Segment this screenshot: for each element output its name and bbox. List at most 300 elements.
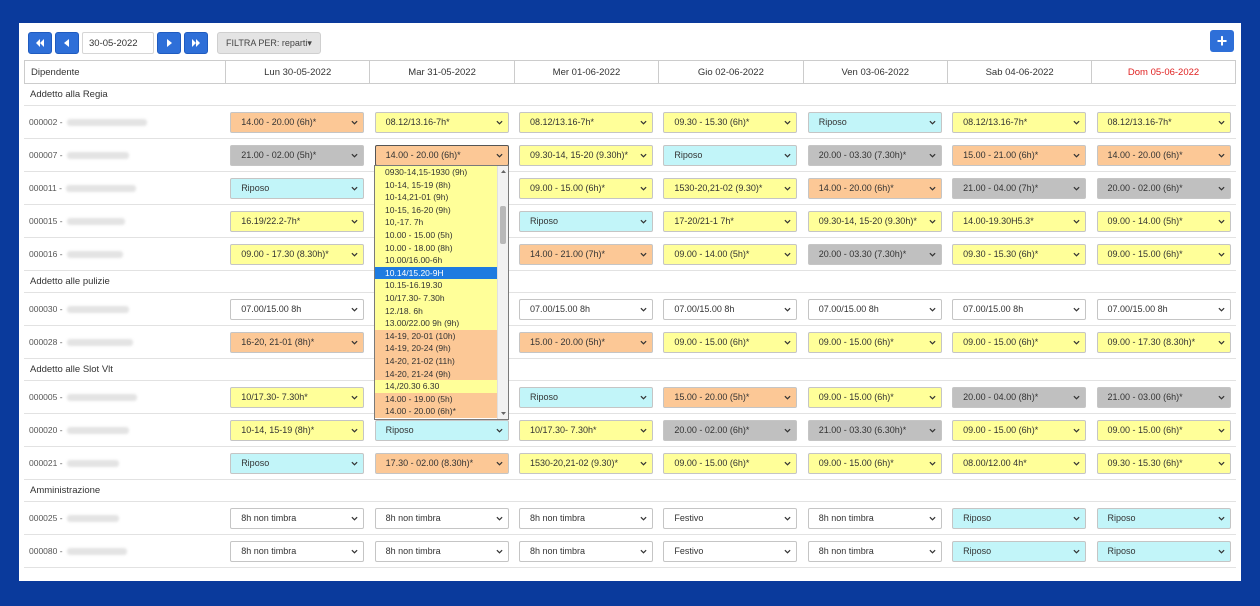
shift-value: 17-20/21-1 7h*	[674, 216, 734, 226]
shift-value: 09.30 - 15.30 (6h)*	[674, 117, 750, 127]
shift-select[interactable]	[952, 420, 1086, 441]
shift-cell	[947, 293, 1091, 325]
shift-select[interactable]	[230, 453, 364, 474]
shift-cell	[658, 326, 802, 358]
shift-select[interactable]	[230, 332, 364, 353]
last-week-button[interactable]	[184, 32, 208, 54]
chevron-down-icon	[784, 339, 791, 346]
shift-select[interactable]	[519, 387, 653, 408]
employee-name	[24, 381, 225, 413]
dropdown-option[interactable]: 10-15, 16-20 (9h)	[375, 204, 498, 217]
dropdown-option[interactable]: 10/17.30- 7.30h	[375, 292, 498, 305]
shift-value: 8h non timbra	[241, 513, 297, 523]
dropdown-option[interactable]: 13.00/22.00 9h (9h)	[375, 317, 498, 330]
employee-name	[24, 414, 225, 446]
blurred-name	[67, 460, 119, 467]
shift-value: Riposo	[818, 117, 847, 127]
shift-cell	[658, 106, 802, 138]
shift-select[interactable]	[375, 541, 509, 562]
shift-cell	[658, 172, 802, 204]
shift-cell	[514, 293, 658, 325]
shift-select[interactable]	[519, 541, 653, 562]
shift-select[interactable]	[808, 112, 942, 133]
dropdown-option[interactable]: 10.14/15.20-9H	[375, 267, 498, 280]
employee-id: 000005 -	[29, 392, 63, 402]
shift-cell	[514, 139, 658, 171]
shift-select[interactable]	[663, 541, 797, 562]
shift-value: 08.12/13.16-7h*	[385, 117, 450, 127]
shift-select[interactable]	[230, 211, 364, 232]
chevron-down-icon	[351, 515, 358, 522]
shift-cell	[225, 238, 369, 270]
shift-select[interactable]	[230, 178, 364, 199]
shift-value: Riposo	[529, 216, 558, 226]
shift-select[interactable]	[663, 453, 797, 474]
chevron-down-icon	[1218, 218, 1225, 225]
shift-select[interactable]	[519, 112, 653, 133]
shift-value: 8h non timbra	[818, 546, 874, 556]
shift-value: 07.00/15.00 8h	[963, 304, 1024, 314]
shift-cell	[803, 447, 947, 479]
section-title: Amministrazione	[24, 480, 1236, 502]
shift-value: 07.00/15.00 8h	[1107, 304, 1168, 314]
chevron-down-icon	[1218, 427, 1225, 434]
shift-select[interactable]	[519, 420, 653, 441]
shift-cell	[658, 139, 802, 171]
shift-select[interactable]	[663, 178, 797, 199]
shift-cell	[1091, 326, 1235, 358]
shift-value: 14.00 - 20.00 (6h)*	[241, 117, 317, 127]
shift-cell	[803, 139, 947, 171]
chevron-down-icon	[351, 548, 358, 555]
shift-value: 07.00/15.00 8h	[529, 304, 591, 314]
chevron-down-icon	[784, 460, 791, 467]
dropdown-option[interactable]: 14-20, 21-02 (11h)	[375, 355, 498, 368]
blurred-name	[66, 185, 136, 192]
dropdown-option[interactable]: 14-20, 21-24 (9h)	[375, 368, 498, 381]
shift-select[interactable]	[808, 332, 942, 353]
blurred-name	[67, 152, 129, 159]
shift-select[interactable]	[952, 387, 1086, 408]
shift-select[interactable]	[519, 145, 653, 166]
chevron-down-icon	[1218, 306, 1225, 313]
blurred-name	[67, 306, 129, 313]
dropdown-option[interactable]: 14.00 - 20.00 (6h)*	[375, 405, 498, 418]
table-row	[24, 502, 1236, 535]
shift-value: 20.00 - 03.30 (7.30h)*	[818, 249, 907, 259]
shift-select[interactable]	[663, 508, 797, 529]
shift-cell	[658, 381, 802, 413]
chevron-down-icon	[1073, 339, 1080, 346]
prev-week-button[interactable]	[55, 32, 79, 54]
header-day: Sab 04-06-2022	[947, 61, 1091, 83]
employee-id: 000015 -	[29, 216, 63, 226]
shift-select[interactable]	[230, 508, 364, 529]
shift-select[interactable]	[519, 299, 653, 320]
chevron-down-icon	[784, 394, 791, 401]
chevron-down-icon	[1073, 460, 1080, 467]
shift-value: 20.00 - 02.00 (6h)*	[674, 425, 750, 435]
shift-select[interactable]	[375, 420, 509, 441]
chevron-down-icon	[784, 427, 791, 434]
blurred-name	[67, 119, 147, 126]
shift-cell	[225, 414, 369, 446]
chevron-down-icon	[496, 548, 503, 555]
chevron-down-icon	[1073, 394, 1080, 401]
chevron-down-icon	[351, 152, 358, 159]
shift-select[interactable]	[230, 299, 364, 320]
blurred-name	[67, 339, 133, 346]
employee-id: 000025 -	[29, 513, 63, 523]
chevron-down-icon	[640, 152, 647, 159]
shift-value: Riposo	[529, 392, 558, 402]
shift-select[interactable]	[519, 508, 653, 529]
table-row	[24, 447, 1236, 480]
dropdown-option[interactable]: 10.00 - 15.00 (5h)	[375, 229, 498, 242]
shift-cell	[514, 502, 658, 534]
chevron-down-icon	[1073, 251, 1080, 258]
employee-name	[24, 106, 225, 138]
shift-cell	[1091, 381, 1235, 413]
shift-value: 10/17.30- 7.30h*	[529, 425, 597, 435]
chevron-down-icon	[1218, 152, 1225, 159]
shift-select[interactable]	[808, 145, 942, 166]
shift-select[interactable]	[375, 508, 509, 529]
chevron-down-icon	[929, 548, 936, 555]
shift-select[interactable]	[952, 332, 1086, 353]
shift-cell	[1091, 447, 1235, 479]
shift-select[interactable]	[952, 299, 1086, 320]
shift-cell	[225, 205, 369, 237]
shift-select[interactable]	[663, 387, 797, 408]
shift-select[interactable]	[1097, 145, 1231, 166]
employee-id: 000021 -	[29, 458, 63, 468]
chevron-down-icon	[640, 185, 647, 192]
dropdown-option[interactable]: 0930-14,15-1930 (9h)	[375, 166, 498, 179]
chevron-down-icon	[1073, 119, 1080, 126]
chevron-down-icon	[640, 251, 647, 258]
shift-select[interactable]	[1097, 332, 1231, 353]
header-day: Dom 05-06-2022	[1091, 61, 1235, 83]
shift-select[interactable]	[952, 453, 1086, 474]
shift-select[interactable]	[663, 244, 797, 265]
shift-cell	[514, 326, 658, 358]
blurred-name	[67, 218, 125, 225]
chevron-down-icon	[1218, 515, 1225, 522]
shift-value: 15.00 - 21.00 (6h)*	[963, 150, 1039, 160]
shift-value: 09.00 - 15.00 (6h)*	[818, 337, 894, 347]
shift-cell	[947, 238, 1091, 270]
shift-select[interactable]	[1097, 541, 1231, 562]
chevron-down-icon	[351, 427, 358, 434]
shift-value: Riposo	[241, 183, 270, 193]
dropdown-option[interactable]: 14.00 - 19.00 (5h)	[375, 393, 498, 406]
chevron-down-icon	[1218, 548, 1225, 555]
employee-name	[24, 326, 225, 358]
blurred-name	[67, 394, 137, 401]
chevron-down-icon	[1218, 251, 1225, 258]
shift-cell	[658, 447, 802, 479]
shift-select[interactable]	[519, 211, 653, 232]
double-chevron-right-icon	[191, 38, 201, 48]
shift-select[interactable]	[808, 508, 942, 529]
scrollbar-thumb[interactable]	[500, 206, 506, 244]
table-row	[24, 293, 1236, 326]
chevron-down-icon	[351, 119, 358, 126]
shift-value: 21.00 - 03.30 (6.30h)*	[818, 425, 907, 435]
shift-cell	[947, 139, 1091, 171]
shift-cell	[803, 381, 947, 413]
chevron-down-icon	[1073, 427, 1080, 434]
shift-value: 08.12/13.16-7h*	[963, 117, 1028, 127]
shift-select[interactable]	[375, 453, 509, 474]
shift-select[interactable]	[663, 112, 797, 133]
shift-select[interactable]	[808, 299, 942, 320]
shift-cell	[225, 447, 369, 479]
dropdown-option[interactable]: 12./18. 6h	[375, 305, 498, 318]
shift-select[interactable]	[519, 244, 653, 265]
shift-cell	[658, 293, 802, 325]
table-row	[24, 414, 1236, 447]
shift-select[interactable]	[663, 299, 797, 320]
chevron-down-icon	[1218, 460, 1225, 467]
chevron-down-icon	[496, 460, 503, 467]
shift-cell	[514, 447, 658, 479]
shift-value: 09.30-14, 15-20 (9.30h)*	[529, 150, 629, 160]
header-day: Mar 31-05-2022	[369, 61, 513, 83]
shift-value: 09.00 - 15.00 (6h)*	[674, 458, 750, 468]
chevron-down-icon	[784, 306, 791, 313]
chevron-down-icon	[640, 515, 647, 522]
shift-value: 09.30-14, 15-20 (9.30h)*	[818, 216, 917, 226]
shift-value: 1530-20,21-02 (9.30)*	[529, 458, 619, 468]
shift-cell	[225, 106, 369, 138]
chevron-down-icon	[784, 218, 791, 225]
shift-value: Riposo	[1107, 513, 1136, 523]
next-week-button[interactable]	[157, 32, 181, 54]
shift-select[interactable]	[952, 541, 1086, 562]
employee-name	[24, 139, 225, 171]
chevron-down-icon	[640, 548, 647, 555]
shift-value: Riposo	[241, 458, 270, 468]
shift-select[interactable]	[375, 145, 509, 166]
table-header	[24, 60, 1236, 84]
shift-value: 16-20, 21-01 (8h)*	[241, 337, 315, 347]
shift-value: Festivo	[674, 513, 704, 523]
shift-select[interactable]	[663, 211, 797, 232]
chevron-down-icon	[1073, 548, 1080, 555]
shift-select[interactable]	[808, 387, 942, 408]
shift-select[interactable]	[952, 211, 1086, 232]
dropdown-scrollbar[interactable]	[497, 166, 508, 419]
shift-select[interactable]	[808, 541, 942, 562]
shift-cell	[803, 293, 947, 325]
chevron-down-icon	[1073, 218, 1080, 225]
chevron-down-icon	[1218, 339, 1225, 346]
shift-value: 1530-20,21-02 (9.30)*	[674, 183, 763, 193]
chevron-left-icon	[63, 38, 71, 48]
shift-select[interactable]	[808, 178, 942, 199]
dropdown-option[interactable]: 10.15-16.19.30	[375, 279, 498, 292]
shift-select[interactable]	[1097, 211, 1231, 232]
section-title: Addetto alle pulizie	[24, 271, 1236, 293]
shift-select[interactable]	[663, 145, 797, 166]
table-row	[24, 381, 1236, 414]
date-input[interactable]: 30-05-2022	[82, 32, 154, 54]
shift-select[interactable]	[808, 211, 942, 232]
shift-select[interactable]	[808, 453, 942, 474]
shift-value: 14.00 - 20.00 (6h)*	[385, 150, 461, 160]
chevron-down-icon	[929, 427, 936, 434]
shift-select[interactable]	[230, 541, 364, 562]
first-week-button[interactable]	[28, 32, 52, 54]
blurred-name	[67, 548, 127, 555]
shift-select[interactable]	[519, 453, 653, 474]
shift-cell	[947, 502, 1091, 534]
shift-select[interactable]	[230, 112, 364, 133]
employee-id: 000028 -	[29, 337, 63, 347]
shift-cell	[225, 326, 369, 358]
employee-name	[24, 293, 225, 325]
shift-cell	[658, 502, 802, 534]
chevron-down-icon	[1073, 185, 1080, 192]
shift-select[interactable]	[952, 145, 1086, 166]
shift-value: 09.00 - 17.30 (8.30h)*	[241, 249, 329, 259]
dropdown-option[interactable]: 10.00/16.00-6h	[375, 254, 498, 267]
add-button[interactable]	[1210, 30, 1234, 52]
chevron-down-icon	[640, 339, 647, 346]
section-title: Addetto alle Slot Vlt	[24, 359, 1236, 381]
chevron-down-icon	[929, 460, 936, 467]
chevron-down-icon	[1218, 394, 1225, 401]
shift-select[interactable]	[808, 420, 942, 441]
chevron-down-icon	[784, 152, 791, 159]
shift-select[interactable]	[1097, 299, 1231, 320]
dropdown-option[interactable]: 14,/20.30 6.30	[375, 380, 498, 393]
dropdown-option[interactable]: 10-14,21-01 (9h)	[375, 191, 498, 204]
shift-select[interactable]	[952, 508, 1086, 529]
shift-value: 08.12/13.16-7h*	[1107, 117, 1172, 127]
shift-select[interactable]	[1097, 453, 1231, 474]
shift-cell	[947, 205, 1091, 237]
shift-cell	[947, 172, 1091, 204]
chevron-down-icon	[351, 306, 358, 313]
dropdown-option[interactable]: 14-19, 20-01 (10h)	[375, 330, 498, 343]
employee-id: 000020 -	[29, 425, 63, 435]
filter-button[interactable]: FILTRA PER: reparti▾	[217, 32, 321, 54]
dropdown-option[interactable]: 10-14, 15-19 (8h)	[375, 179, 498, 192]
shift-select[interactable]	[375, 112, 509, 133]
shift-cell	[947, 414, 1091, 446]
chevron-down-icon	[784, 185, 791, 192]
header-day: Lun 30-05-2022	[225, 61, 369, 83]
shift-cell	[225, 535, 369, 567]
employee-name	[24, 205, 225, 237]
chevron-down-icon	[640, 306, 647, 313]
dropdown-option[interactable]: 10,-17. 7h	[375, 216, 498, 229]
shift-select[interactable]	[808, 244, 942, 265]
shift-select[interactable]	[1097, 387, 1231, 408]
shift-select[interactable]	[519, 332, 653, 353]
chevron-down-icon	[640, 394, 647, 401]
chevron-down-icon	[929, 515, 936, 522]
shift-select[interactable]	[230, 145, 364, 166]
dropdown-option[interactable]: 14-19, 20-24 (9h)	[375, 342, 498, 355]
chevron-down-icon	[496, 515, 503, 522]
shift-cell	[658, 238, 802, 270]
shift-value: 09.30 - 15.30 (6h)*	[963, 249, 1039, 259]
shift-cell	[514, 106, 658, 138]
shift-dropdown-list[interactable]	[374, 165, 509, 420]
shift-select[interactable]	[1097, 244, 1231, 265]
shift-value: 09.30 - 15.30 (6h)*	[1107, 458, 1183, 468]
chevron-down-icon	[351, 339, 358, 346]
chevron-down-icon	[496, 119, 503, 126]
double-chevron-left-icon	[35, 38, 45, 48]
employee-id: 000011 -	[29, 183, 62, 193]
shift-select[interactable]	[952, 178, 1086, 199]
shift-cell	[1091, 293, 1235, 325]
shift-value: Festivo	[674, 546, 704, 556]
shift-select[interactable]	[663, 332, 797, 353]
shift-select[interactable]	[1097, 112, 1231, 133]
shift-value: 16.19/22.2-7h*	[241, 216, 301, 226]
shift-select[interactable]	[952, 244, 1086, 265]
shift-cell	[514, 172, 658, 204]
chevron-down-icon	[496, 152, 503, 159]
employee-id: 000030 -	[29, 304, 63, 314]
dropdown-option[interactable]: 10.00 - 18.00 (8h)	[375, 242, 498, 255]
shift-select[interactable]	[1097, 178, 1231, 199]
shift-select[interactable]	[952, 112, 1086, 133]
schedule-grid	[24, 60, 1236, 568]
shift-select[interactable]	[230, 420, 364, 441]
chevron-down-icon	[784, 119, 791, 126]
shift-select[interactable]	[230, 387, 364, 408]
shift-value: 21.00 - 04.00 (7h)*	[963, 183, 1039, 193]
shift-select[interactable]	[519, 178, 653, 199]
chevron-down-icon	[1073, 152, 1080, 159]
chevron-down-icon	[929, 119, 936, 126]
header-day: Ven 03-06-2022	[803, 61, 947, 83]
shift-value: 14.00-19.30H5.3*	[963, 216, 1034, 226]
chevron-down-icon	[640, 427, 647, 434]
chevron-down-icon	[1218, 185, 1225, 192]
scroll-down-icon[interactable]	[500, 410, 507, 417]
table-row	[24, 326, 1236, 359]
shift-value: 20.00 - 04.00 (8h)*	[963, 392, 1039, 402]
header-day: Mer 01-06-2022	[514, 61, 658, 83]
shift-cell	[514, 205, 658, 237]
header-day: Gio 02-06-2022	[658, 61, 802, 83]
shift-select[interactable]	[1097, 420, 1231, 441]
chevron-down-icon	[351, 394, 358, 401]
shift-cell	[658, 205, 802, 237]
shift-select[interactable]	[663, 420, 797, 441]
employee-name	[24, 238, 225, 270]
shift-cell	[225, 172, 369, 204]
blurred-name	[67, 427, 129, 434]
shift-value: 8h non timbra	[385, 513, 441, 523]
scroll-up-icon[interactable]	[500, 168, 507, 175]
shift-select[interactable]	[1097, 508, 1231, 529]
shift-select[interactable]	[230, 244, 364, 265]
shift-cell	[947, 326, 1091, 358]
shift-cell	[225, 381, 369, 413]
shift-cell	[1091, 414, 1235, 446]
shift-value: 07.00/15.00 8h	[818, 304, 879, 314]
shift-cell	[803, 414, 947, 446]
